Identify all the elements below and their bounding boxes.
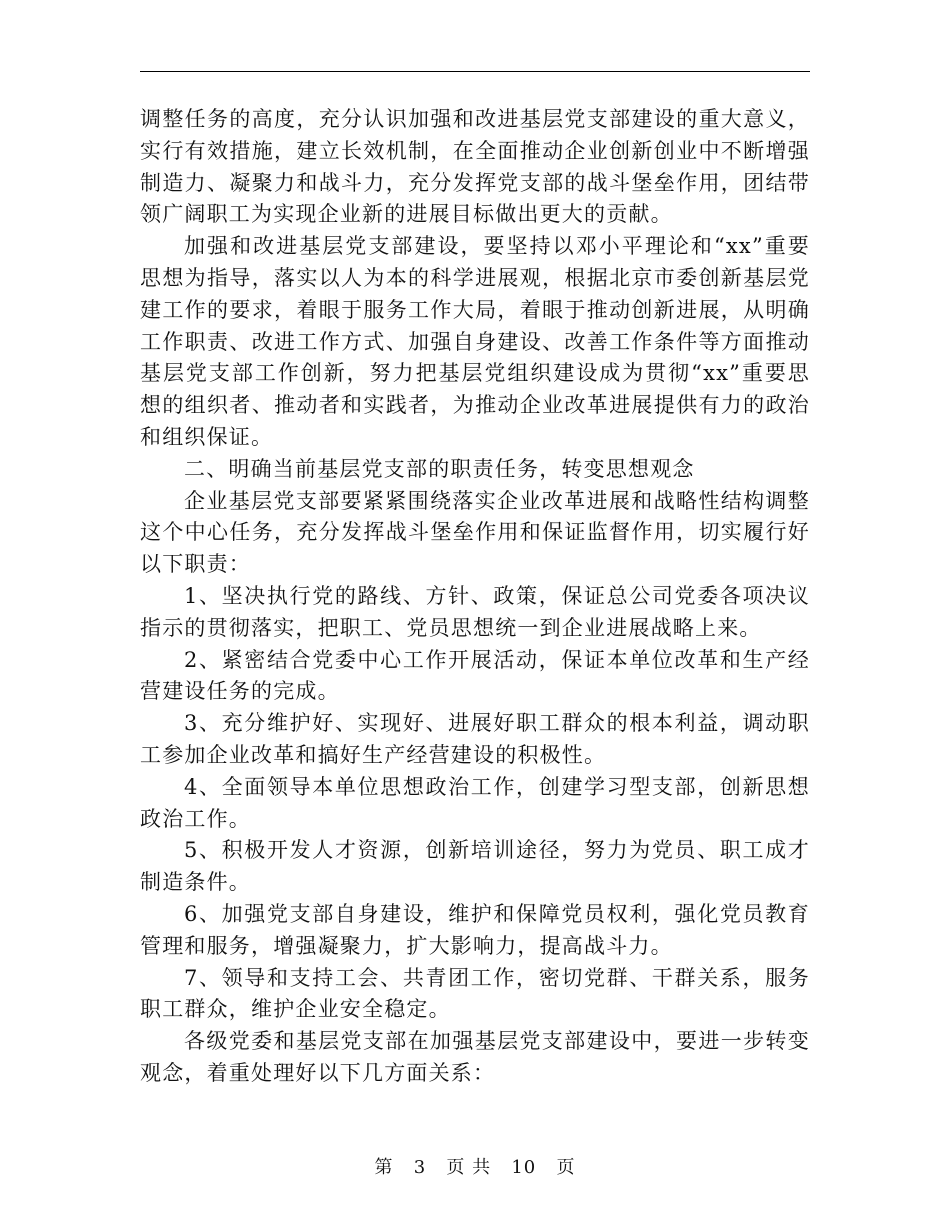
list-item-5: 5、积极开发人才资源，创新培训途径，努力为党员、职工成才制造条件。 xyxy=(140,838,810,895)
list-item-3: 3、充分维护好、实现好、进展好职工群众的根本利益，调动职工参加企业改革和搞好生产经营建设的积极性。 xyxy=(140,711,810,767)
list-item-2: 2、紧密结合党委中心工作开展活动，保证本单位改革和生产经营建设任务的完成。 xyxy=(140,647,810,704)
list-item-4: 4、全面领导本单位思想政治工作，创建学习型支部，创新思想政治工作。 xyxy=(140,774,810,831)
list-item-6: 6、加强党支部自身建设，维护和保障党员权利，强化党员教育管理和服务，增强凝聚力，扩大影响力，提高战斗力。 xyxy=(140,901,810,958)
paragraph-3: 企业基层党支部要紧紧围绕落实企业改革进展和战略性结构调整这个中心任务，充分发挥战斗堡垒作用和保证监督作用，切实履行好以下职责： xyxy=(140,488,810,577)
footer-total-pages: 10 xyxy=(511,1157,537,1178)
footer-suffix: 页 xyxy=(556,1157,576,1178)
document-body xyxy=(140,104,810,1090)
list-item-1: 1、坚决执行党的路线、方针、政策，保证总公司党委各项决议指示的贯彻落实，把职工、党员思想统一到企业进展战略上来。 xyxy=(140,583,810,640)
paragraph-4: 各级党委和基层党支部在加强基层党支部建设中，要进一步转变观念，着重处理好以下几方面关系： xyxy=(140,1029,810,1085)
footer-middle: 页 共 xyxy=(446,1157,492,1178)
paragraph-1: 调整任务的高度，充分认识加强和改进基层党支部建设的重大意义，实行有效措施，建立长效机制，在全面推动企业创新创业中不断增强制造力、凝聚力和战斗力，充分发挥党支部的战斗堡垒作用，团结带领广阔职工为实现企业新的进展目标做出更大的贡献。 xyxy=(140,107,810,227)
section-heading: 二、明确当前基层党支部的职责任务，转变思想观念 xyxy=(184,456,695,481)
list-item-7: 7、领导和支持工会、共青团工作，密切党群、干群关系，服务职工群众，维护企业安全稳定。 xyxy=(140,965,810,1022)
footer-current-page: 3 xyxy=(413,1157,427,1178)
page-footer xyxy=(0,1153,950,1179)
paragraph-2: 加强和改进基层党支部建设，要坚持以邓小平理论和“xx”重要思想为指导，落实以人为本的科学进展观，根据北京市委创新基层党建工作的要求，着眼于服务工作大局，着眼于推动创新进展，从明确工作职责、改进工作方式、加强自身建设、改善工作条件等方面推动基层党支部工作创新，努力把基层党组织建设成为贯彻“xx”重要思想的组织者、推动者和实践者，为推动企业改革进展提供有力的政治和组织保证。 xyxy=(140,234,810,449)
header-rule xyxy=(140,71,810,72)
footer-prefix: 第 xyxy=(374,1157,394,1178)
